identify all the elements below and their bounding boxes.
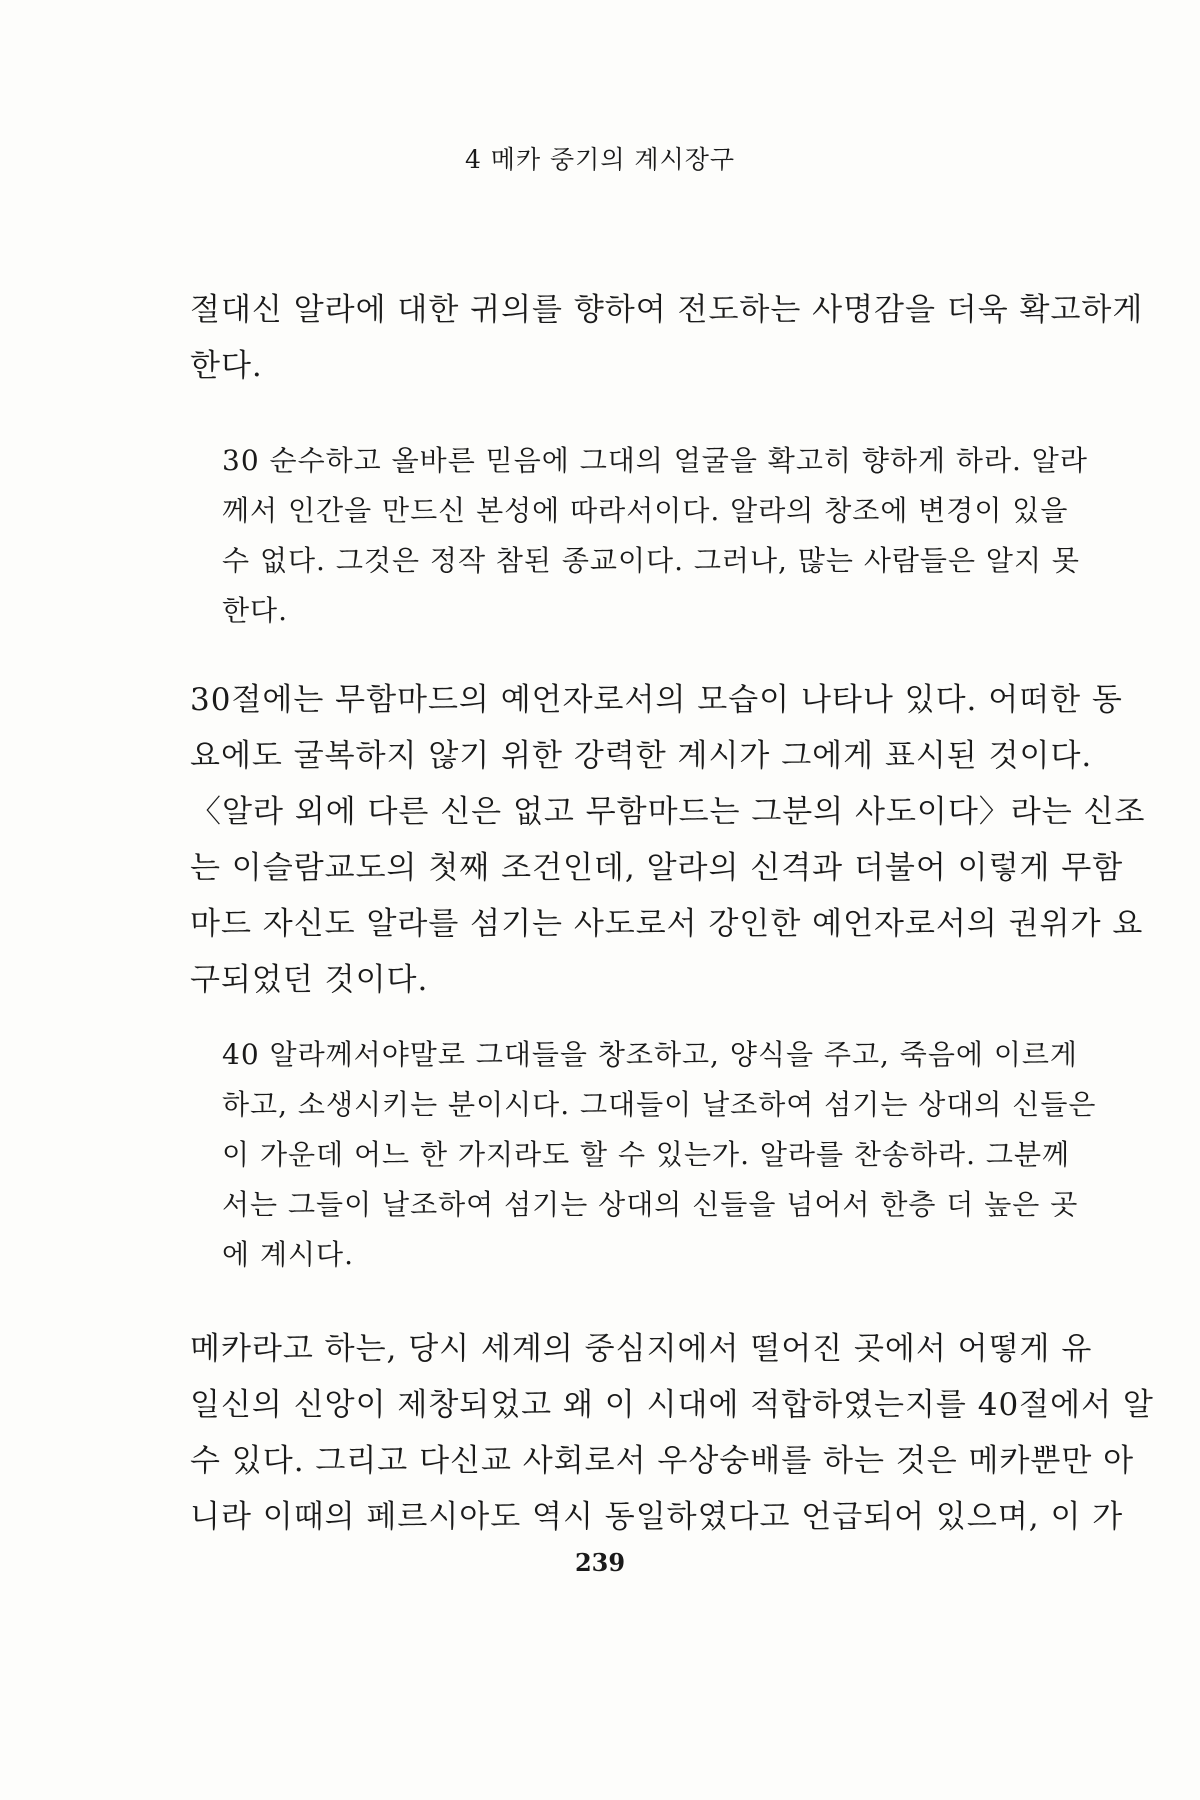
body-paragraph-1 xyxy=(190,282,1144,394)
body-paragraph-2 xyxy=(190,672,1146,1008)
page-number: 239 xyxy=(574,1548,626,1577)
text-line: 〈알라 외에 다른 신은 없고 무함마드는 그분의 사도이다〉라는 신조 xyxy=(190,794,1146,830)
verse-line: 한다. xyxy=(222,594,288,627)
text-line: 30절에는 무함마드의 예언자로서의 모습이 나타나 있다. 어떠한 동 xyxy=(190,682,1123,718)
text-line: 수 있다. 그리고 다신교 사회로서 우상숭배를 하는 것은 메카뿐만 아 xyxy=(190,1443,1135,1479)
text-line: 는 이슬람교도의 첫째 조건인데, 알라의 신격과 더불어 이렇게 무함 xyxy=(190,850,1124,886)
verse-line: 수 없다. 그것은 정작 참된 종교이다. 그러나, 많는 사람들은 알지 못 xyxy=(222,544,1080,577)
text-line: 구되었던 것이다. xyxy=(190,962,429,998)
quran-verse-40 xyxy=(222,1030,1097,1280)
text-line: 절대신 알라에 대한 귀의를 향하여 전도하는 사명감을 더욱 확고하게 xyxy=(190,292,1144,328)
text-line: 요에도 굴복하지 않기 위한 강력한 계시가 그에게 표시된 것이다. xyxy=(190,738,1093,774)
text-line: 한다. xyxy=(190,348,263,384)
text-line: 니라 이때의 페르시아도 역시 동일하였다고 언급되어 있으며, 이 가 xyxy=(190,1499,1124,1535)
verse-line: 40 알라께서야말로 그대들을 창조하고, 양식을 주고, 죽음에 이르게 xyxy=(222,1038,1078,1071)
text-line: 일신의 신앙이 제창되었고 왜 이 시대에 적합하였는지를 40절에서 알 xyxy=(190,1387,1154,1423)
running-head: 4 메카 중기의 계시장구 xyxy=(464,145,736,174)
verse-line: 께서 인간을 만드신 본성에 따라서이다. 알라의 창조에 변경이 있을 xyxy=(222,494,1069,527)
verse-line: 에 계시다. xyxy=(222,1238,354,1271)
quran-verse-30 xyxy=(222,436,1088,636)
text-line: 메카라고 하는, 당시 세계의 중심지에서 떨어진 곳에서 어떻게 유 xyxy=(190,1331,1093,1367)
verse-line: 이 가운데 어느 한 가지라도 할 수 있는가. 알라를 찬송하라. 그분께 xyxy=(222,1138,1071,1171)
verse-line: 하고, 소생시키는 분이시다. 그대들이 날조하여 섬기는 상대의 신들은 xyxy=(222,1088,1097,1121)
text-line: 마드 자신도 알라를 섬기는 사도로서 강인한 예언자로서의 권위가 요 xyxy=(190,906,1144,942)
verse-line: 30 순수하고 올바른 믿음에 그대의 얼굴을 확고히 향하게 하라. 알라 xyxy=(222,444,1088,477)
verse-line: 서는 그들이 날조하여 섬기는 상대의 신들을 넘어서 한층 더 높은 곳 xyxy=(222,1188,1079,1221)
body-paragraph-3 xyxy=(190,1321,1154,1545)
